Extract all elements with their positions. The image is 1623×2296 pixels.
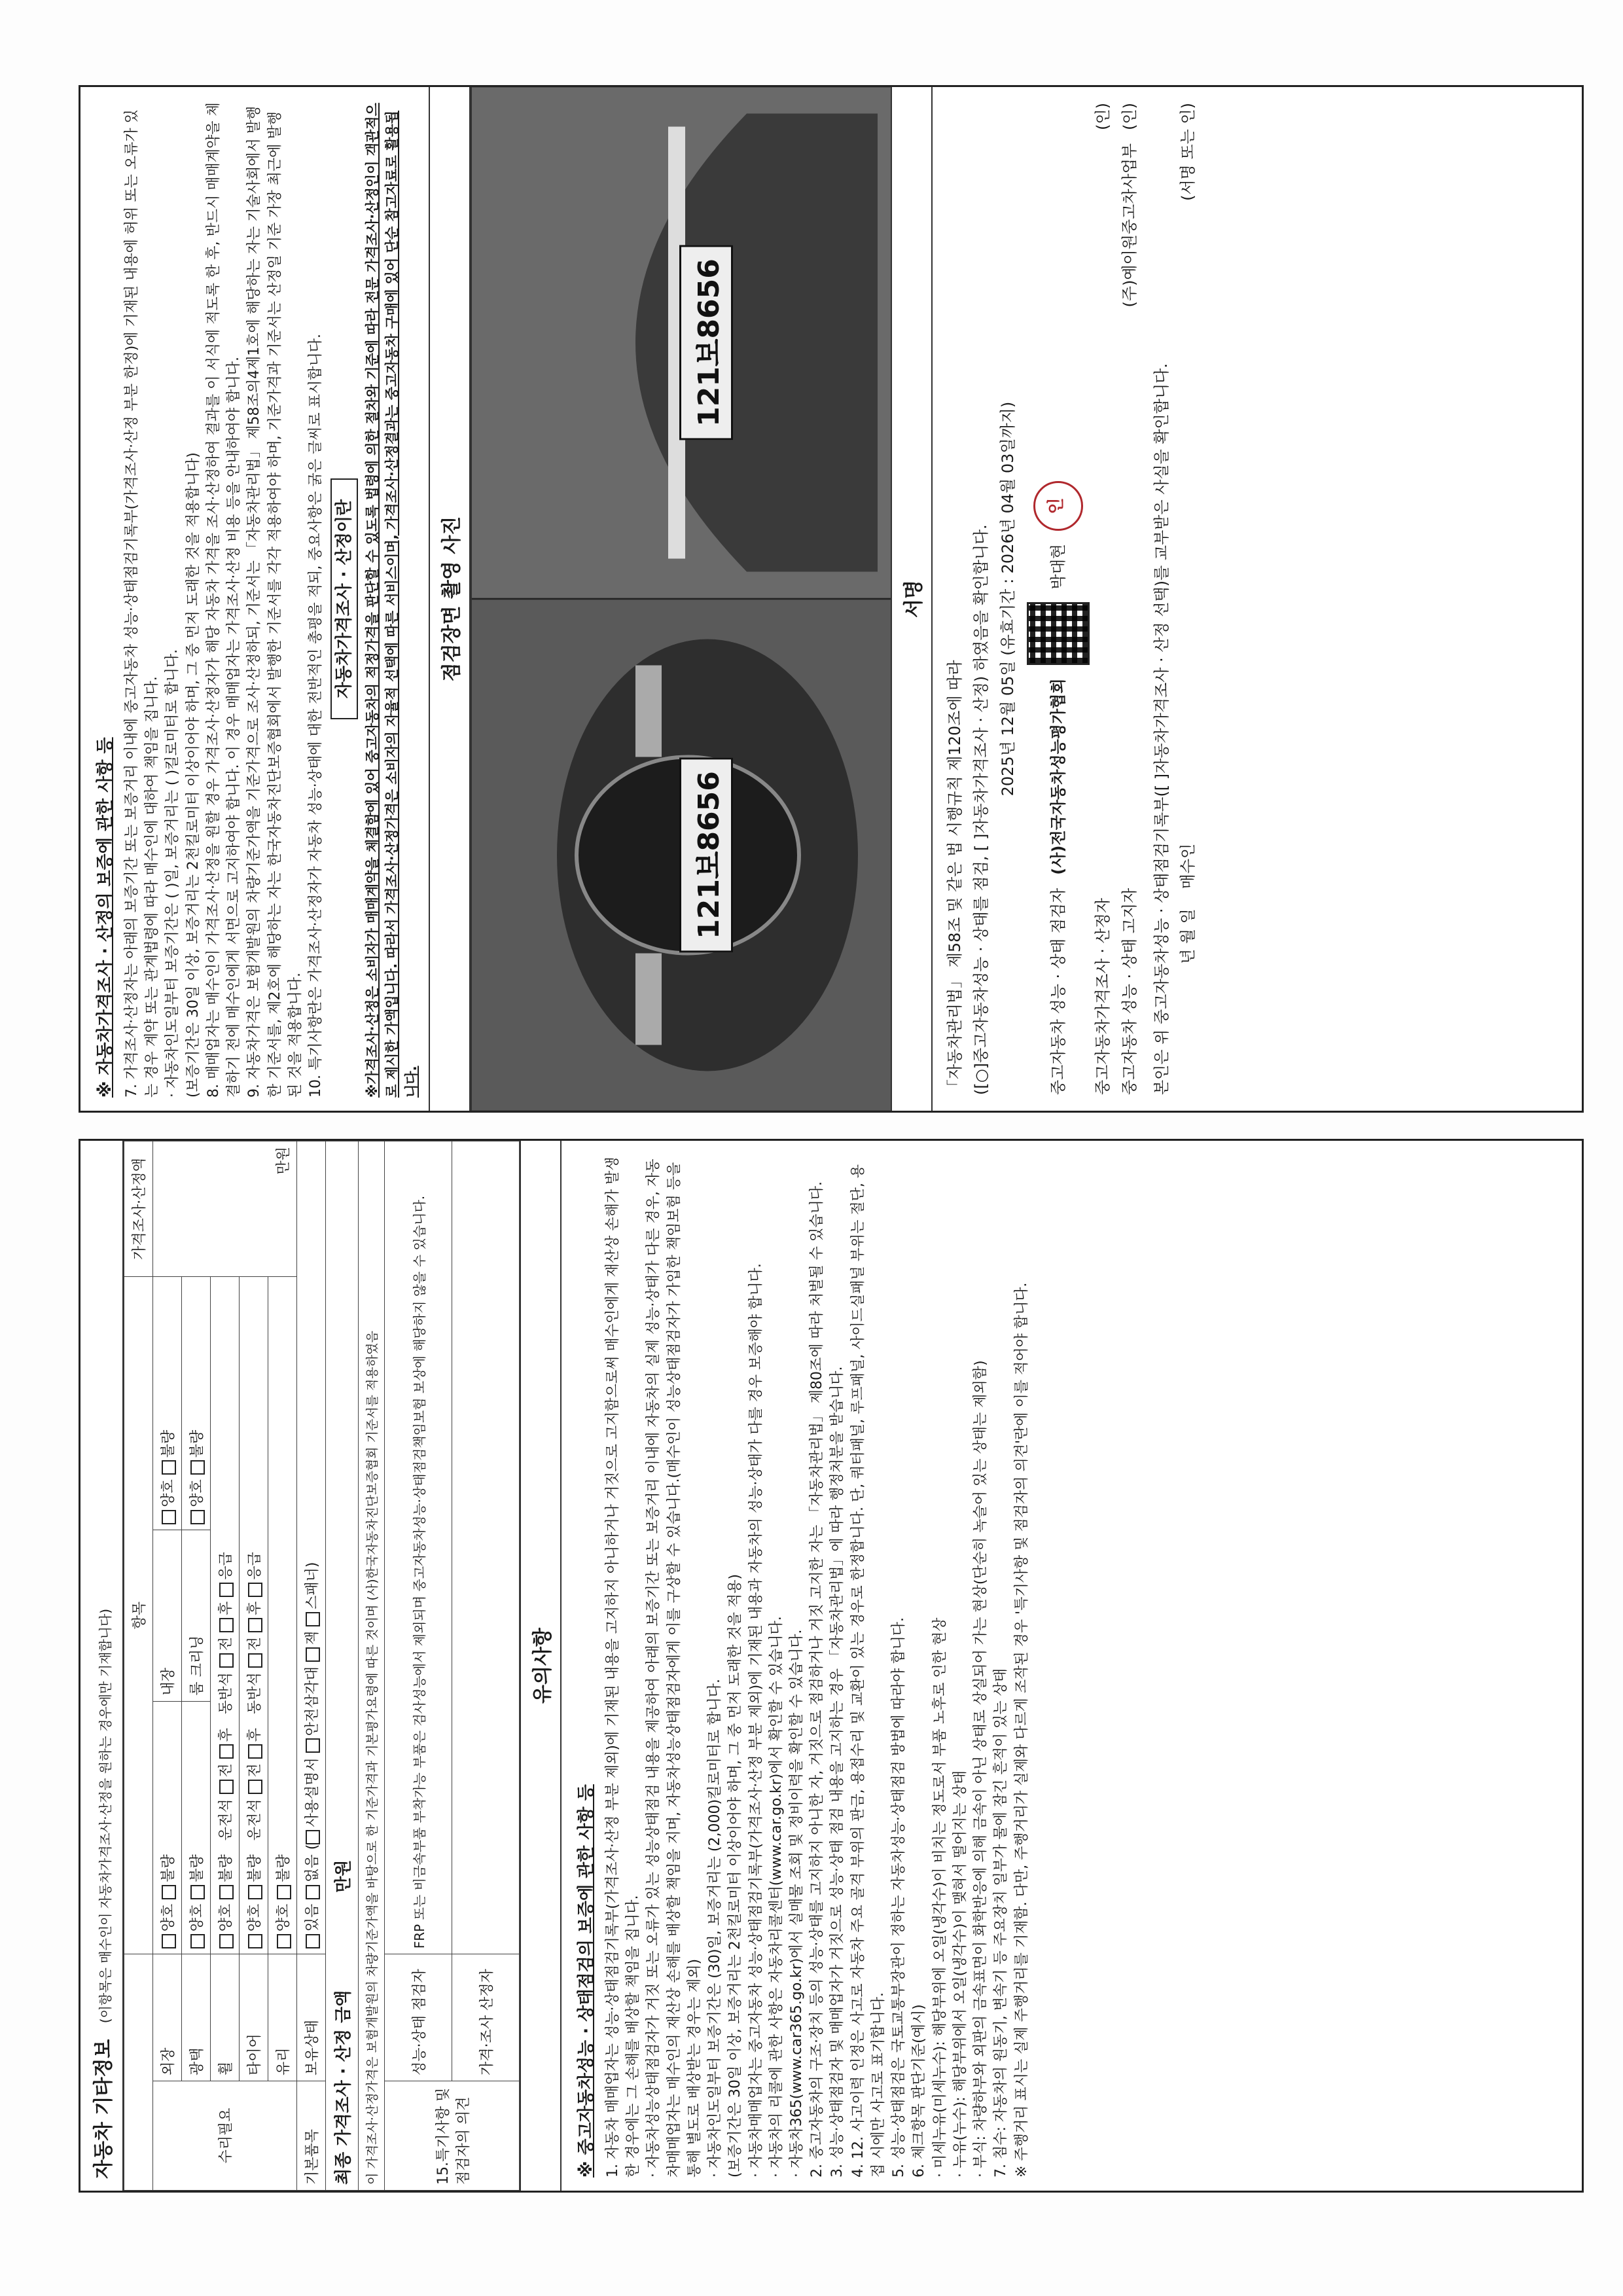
note-line: 1. 자동차 매매업자는 성능·상태점검기록부(가격조사·산정 부분 제외)에 기재된 내용을 고지하지 아니하거나 거짓으로 고지함으로써 매수인에게 재산상 손해가 발생한 경우에는 그 손해를 배상할 책임을 집니다. bbox=[604, 1157, 642, 2178]
checkbox[interactable] bbox=[306, 1830, 320, 1844]
notice-title: 유의사항 bbox=[520, 1141, 562, 2191]
special-price-label: 가격·조사 산정자 bbox=[452, 1954, 520, 2081]
note-line: · 자동차365(www.car365.go.kr)에서 실매물 조회 및 정비이력을 확인할 수 있습니다. bbox=[789, 1629, 806, 2178]
checkbox[interactable] bbox=[162, 1460, 176, 1475]
checkbox[interactable] bbox=[306, 1738, 320, 1753]
basic-items-label: 기본품목 bbox=[297, 2081, 326, 2191]
inspection-photos bbox=[471, 87, 892, 1111]
item-header: 항목 bbox=[124, 1277, 153, 1954]
checkbox[interactable] bbox=[277, 1885, 291, 1899]
note-line: · 누유(누수): 해당부위에서 오일(냉각수)이 맺혀서 떨어지는 상태 bbox=[952, 1770, 969, 2178]
price-warranty-notes bbox=[80, 87, 429, 1111]
gloss-label: 광택 bbox=[182, 1954, 211, 2081]
vehicle-info-note: (이항목은 매수인이 자동차가격조사·산정을 원하는 경우에만 기재합니다) bbox=[98, 1608, 113, 2024]
left-panel bbox=[79, 1139, 1584, 2193]
note-line: · 자동차매매업자는 중고자동차 성능·상태점검기록부(가격조사·산정 부분 제외)에 기재된 내용과 자동차의 성능·상태가 다를 경우 보증해야 합니다. bbox=[747, 1263, 764, 2178]
checkbox[interactable] bbox=[190, 1460, 205, 1475]
front-car-photo bbox=[472, 598, 891, 1111]
checkbox[interactable] bbox=[248, 1583, 262, 1597]
note-line: · 부식: 차량하부와 외판의 금속표면이 화학반응에 의해 금속이 아닌 상태로 상실되어 가는 현상(단순히 녹슬어 있는 상태는 제외함) bbox=[972, 1360, 990, 2178]
exterior-label: 외장 bbox=[153, 1954, 182, 2081]
photos-title: 점검장면 촬영 사진 bbox=[429, 87, 471, 1111]
note-line: · 자동차의 리콜에 관한 사항은 자동차리콜센터(www.car.go.kr)에서 확인할 수 있습니다. bbox=[768, 1616, 785, 2178]
special-perf-label: 성능·상태 점검자 bbox=[385, 1954, 452, 2081]
repair-group-label: 수리필요 bbox=[153, 2081, 297, 2191]
buyer-signature[interactable]: (서명 또는 인) bbox=[1179, 103, 1198, 201]
checkbox[interactable] bbox=[306, 1885, 320, 1899]
tire-options: 양호 불량 운전석 전 후 동반석 전 후 응급 bbox=[240, 1277, 268, 1954]
checkbox[interactable] bbox=[306, 1934, 320, 1948]
buyer-label: 매수인 bbox=[1179, 843, 1198, 889]
note-line: · 미세누유(미세누수): 해당부위에 오일(냉각수)이 비치는 정도로서 부품 노후로 인한 현상 bbox=[931, 1617, 948, 2178]
final-price-row: 최종 가격조사 · 산정 금액 만원 bbox=[326, 1141, 359, 2191]
note-line: (보증기간은 30일 이상, 보증거리는 2천킬로미터 이상이어야 하며, 그 중 먼저 도래한 것을 적용) bbox=[727, 1573, 744, 2178]
interior-options: 양호 불량 bbox=[153, 1277, 182, 1530]
right-panel bbox=[79, 85, 1584, 1113]
note-line: 8. 매매업자는 매수인이 가격조사·산정을 원할 경우 가격조사·산정자가 해당 자동차 가격을 조사·산정하여 결과를 이 서식에 적도록 한 후, 반드시 매매계약을 체결하기 전에 매수인에게 서면으로 고지하여야 합니다. 이 경우 매매업자는 가격조사·산정 비용 등을 안내하여야 합니다. bbox=[205, 102, 243, 1098]
signature-section: 「자동차관리법」 제58조 및 같은 법 시행규칙 제120조에 따라 ([○]중고자동차성능 · 상태를 점검, [ ]자동차가격조사 · 산정) 하였음을 확인합니다. 2025년 12월 05일 (유효기간 : 2026년 04월 03일까지) 중고자동차 성능 · 상태 점검자 (사)전국자동차성능평가협회 박대현 인 중고자동차가격조사 · 산정자 (인) 중고자동차 성능 · 상태 고지자 (주)예이원중고차사업부 (인) 본인은 위 중고자동차성능 · 상태점검기록부([ ]자동차가격조사 · 산정 선택)를 교부받은 사실을 확인합니다. 년 월 일 매수인 (서명 또는 인) bbox=[933, 87, 1211, 1111]
license-plate: 121보8656 bbox=[679, 245, 733, 440]
buyer-confirm: 본인은 위 중고자동차성능 · 상태점검기록부([ ]자동차가격조사 · 산정 선택)를 교부받은 사실을 확인합니다. bbox=[1152, 363, 1171, 1095]
checkbox[interactable] bbox=[219, 1934, 234, 1948]
checkbox[interactable] bbox=[219, 1780, 234, 1794]
checkbox[interactable] bbox=[248, 1653, 262, 1668]
notifier-org: (주)예이원중고차사업부 bbox=[1120, 143, 1139, 308]
room-clean-label: 룸 크리닝 bbox=[182, 1530, 211, 1701]
confirm-date: 년 월 일 bbox=[1179, 908, 1198, 964]
checkbox[interactable] bbox=[162, 1885, 176, 1899]
checkbox[interactable] bbox=[306, 1612, 320, 1626]
note-line: 9. 자동차가격은 보험개발원의 차량기준가액을 기준가격으로 조사·산정하되, 기준서는 「자동차관리법」 제58조의4제1호에 해당하는 자는 기술사회에서 발행한 기준서를, 제2호에 해당하는 자는 한국자동차진단보증협회에서 발행한 기준서를 각각 적용하여야 하며, 기준가격과 기준서는 산정일 기준 가장 최근에 발행된 것을 적용합니다. bbox=[246, 105, 304, 1098]
note-line: · 자동차인도일부터 보증기간은 (30)일, 보증거리는 (2,000)킬로미터로 합니다. bbox=[707, 1678, 724, 2178]
checkbox[interactable] bbox=[306, 1647, 320, 1662]
note-line: 4. 12. 사고이력 인정은 사고로 자동차 주요 골격 부위의 판금, 용접수리 및 교환이 있는 경우로 한정합니다. 단, 쿼터패널, 루프패널, 사이드실패널 부위는 절단, 용접 시에만 사고로 표기합니다. bbox=[849, 1164, 887, 2178]
checkbox[interactable] bbox=[248, 1618, 262, 1632]
checkbox[interactable] bbox=[248, 1780, 262, 1794]
checkbox[interactable] bbox=[190, 1885, 205, 1899]
tire-label: 타이어 bbox=[240, 1954, 268, 2081]
note-line: · 자동차성능상태점검자가 거짓 또는 오류가 있는 성능상태점검 내용을 제공하여 아래의 보증기간 또는 보증거리 이내에 자동차의 실제 성능·상태가 다른 경우, 자동차매매업자는 매수인의 재산상 손해를 배상할 책임을 지며, 자동차성능상태점검자에게 이를 구상할 수 있습니다.(매수인이 성능상태점검자가 가입한 책임보험 등을 통해 별도로 배상받는 경우는 제외) bbox=[645, 1158, 703, 2178]
notice-body bbox=[562, 1141, 1039, 2191]
note-line: 5. 성능·상태점검은 국토교통부장관이 정하는 자동차성능·상태점검 방법에 따라야 합니다. bbox=[891, 1617, 908, 2178]
seal-stamp-icon: 인 bbox=[1033, 481, 1083, 531]
rear-car-photo bbox=[472, 87, 891, 598]
possession-label: 보유상태 bbox=[297, 1954, 326, 2081]
basic-items-options: 있음 없음 (사용설명서 안전삼각대 잭 스패너) bbox=[297, 1141, 326, 1954]
glass-label: 유리 bbox=[268, 1954, 297, 2081]
price-section-title: ※ 자동차가격조사 · 산정의 보증에 관한 사항 등 bbox=[96, 737, 115, 1098]
checkbox[interactable] bbox=[219, 1653, 234, 1668]
price-box-title: 자동차가격조사 · 산정이란 bbox=[330, 478, 358, 719]
note-line: ※ 주행거리 표시는 실제 주행거리를 기재함. 다만, 주행거리가 실제와 다르게 조작된 경우 '특기사항 및 점검자의 의견'란에 이를 적어야 합니다. bbox=[1013, 1282, 1030, 2178]
checkbox[interactable] bbox=[190, 1510, 205, 1524]
checkbox[interactable] bbox=[219, 1744, 234, 1759]
final-price-note: 이 가격조사·산정가격은 보험개발원의 차량기준가액을 바탕으로 한 기준가격과 기본평가요령에 따른 것이며 (사)한국자동차진단보증협회 기준서를 적용하였음 bbox=[359, 1141, 385, 2191]
qr-code-icon bbox=[1027, 602, 1090, 665]
note-line: 10. 특기사항란은 가격조사·산정자가 자동차 성능·상태에 대한 전반적인 총평을 적되, 중요사항은 굵은 글씨로 표시합니다. bbox=[308, 334, 325, 1098]
warranty-section-title: ※ 중고자동차성능 · 상태점검의 보증에 관한 사항 등 bbox=[577, 1784, 596, 2178]
repair-table: 항목 가격조사·산정액 수리필요 외장 양호 불량 내장 양호 불량 만원 광택 양호 불량 룸 크리닝 양호 불량 휠 양호 불량 운전석 전 후 동반석 전 후 응급 타이어 양호 불량 운전석 전 후 동반석 전 후 응급 유리 양호 불량 기본품목 보유상태 있음 없음 (사용설명서 안전삼각대 잭 스패너) 최종 가격조사 · 산정 금액 만원 이 가격조사·산정가격은 보험개발원의 차량기준가액을 바탕으로 한 기준가격과 기본평가요령에 따른 것이며 (사)한국자동차진단보증협회 기준서를 적용하였음 15.특기사항 및 점검자의 의견 성능·상태 점검자 FRP 또는 비금속부품 부착가능 부품은 검사성능에서 제외되며 중고자동차성능·상태점검책임보험 보상에 해당하지 않을 수 있습니다. 가격·조사 산정자 bbox=[124, 1141, 520, 2191]
license-plate: 121보8656 bbox=[679, 757, 733, 953]
note-line: 2. 중고자동차의 구조·장치 등의 성능·상태를 고지하지 아니한 자, 거짓으로 점검하거나 거짓 고지한 자는 「자동차관리법」 제80조에 따라 처벌될 수 있습니다. bbox=[809, 1181, 826, 2178]
note-line: (보증기간은 30일 이상, 보증거리는 2천킬로미터 이상이어야 하며, 그 중 먼저 도래한 것을 적용합니다) bbox=[185, 452, 202, 1098]
sign-title: 서명 bbox=[892, 87, 933, 1111]
checkbox[interactable] bbox=[248, 1934, 262, 1948]
note-line: · 자동차인도일부터 보증기간은 ( )일, 보증거리는 ( )킬로미터로 합니다. bbox=[164, 649, 181, 1098]
wheel-options: 양호 불량 운전석 전 후 동반석 전 후 응급 bbox=[211, 1277, 240, 1954]
vehicle-info-header bbox=[80, 1141, 124, 2191]
frp-note: FRP 또는 비금속부품 부착가능 부품은 검사성능에서 제외되며 중고자동차성능·상태점검책임보험 보상에 해당하지 않을 수 있습니다. bbox=[385, 1141, 452, 1954]
checkbox[interactable] bbox=[190, 1934, 205, 1948]
checkbox[interactable] bbox=[248, 1885, 262, 1899]
vehicle-info-title: 자동차 기타정보 bbox=[92, 2039, 115, 2179]
checkbox[interactable] bbox=[219, 1583, 234, 1597]
inspector-org: (사)전국자동차성능평가협회 bbox=[1048, 678, 1067, 875]
wheel-label: 휠 bbox=[211, 1954, 240, 2081]
price-header: 가격조사·산정액 bbox=[124, 1141, 153, 1277]
checkbox[interactable] bbox=[219, 1618, 234, 1632]
inspector-name: 박대현 bbox=[1048, 543, 1067, 590]
note-line: 3. 성능·상태점검자 및 매매업자가 거짓으로 성능·상태 점검 내용을 고지하는 경우 「자동차관리법」에 따라 행정처분을 받습니다. bbox=[829, 1366, 846, 2178]
note-line: 6. 체크항목 판단기준(예시) bbox=[911, 2004, 928, 2178]
pricer-label: 중고자동차가격조사 · 산정자 bbox=[1093, 897, 1112, 1095]
checkbox[interactable] bbox=[162, 1934, 176, 1948]
checkbox[interactable] bbox=[248, 1744, 262, 1759]
checkbox[interactable] bbox=[162, 1510, 176, 1524]
price-box-text: ※가격조사·산정은 소비자가 매매계약을 체결함에 있어 중고자동차의 적정가격을 판단할 수 있도록 법령에 의한 절차와 기준에 따라 전문 가격조사·산정인이 객관적으로 제시한 가액입니다. 따라서 가격조사·산정가격은 소비자의 자율적 선택에 따른 서비스이며, 가격조사·산정결과는 중고자동차 구매에 있어 단순 참고자료로 활용됩니다. bbox=[365, 103, 419, 1098]
price-unit: 만원 bbox=[153, 1141, 297, 1277]
interior-label: 내장 bbox=[153, 1530, 182, 1701]
note-line: 7. 가격조사·산정자는 아래의 보증기간 또는 보증거리 이내에 중고자동차 성능·상태점검기록부(가격조사·산정 부분 한정)에 기재된 내용에 허위 또는 오류가 있는 경우 계약 또는 관계법령에 따라 매수인에 대하여 책임을 집니다. bbox=[123, 109, 161, 1098]
checkbox[interactable] bbox=[277, 1934, 291, 1948]
checkbox[interactable] bbox=[219, 1885, 234, 1899]
notifier-label: 중고자동차 성능 · 상태 고지자 bbox=[1120, 888, 1139, 1095]
inspector-label: 중고자동차 성능 · 상태 점검자 bbox=[1048, 888, 1067, 1095]
special-notes-label: 15.특기사항 및 점검자의 의견 bbox=[385, 2081, 520, 2191]
rotated-form bbox=[79, 85, 1584, 2193]
note-line: 7. 침수: 자동차의 원동기, 변속기 등 주요장치 일부가 물에 잠긴 흔적이 있는 상태 bbox=[993, 1668, 1010, 2178]
exterior-options: 양호 불량 bbox=[153, 1701, 182, 1954]
